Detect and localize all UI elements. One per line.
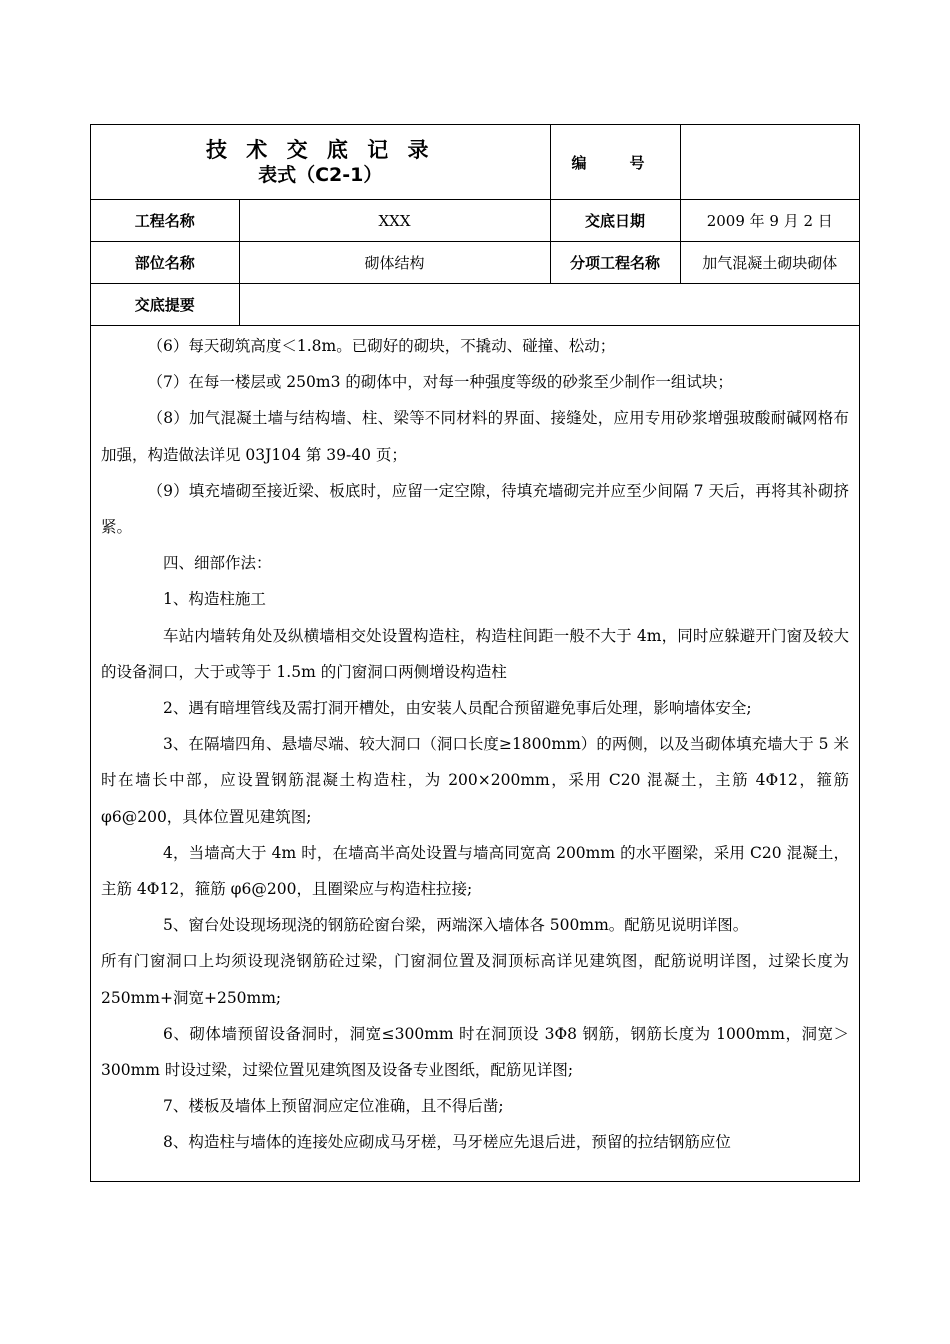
subitem-name-value: 加气混凝土砌块砌体 [680, 242, 859, 284]
body-paragraph: 所有门窗洞口上均须设现浇钢筋砼过梁，门窗洞位置及洞顶标高详见建筑图，配筋说明详图，过梁长度为 250mm+洞宽+250mm; [101, 952, 849, 1007]
body-paragraph: 4，当墙高大于 4m 时，在墙高半高处设置与墙高同宽高 200mm 的水平圈梁，采用 C20 混凝土，主筋 4Φ12，箍筋 φ6@200，且圈梁应与构造柱拉接; [101, 843, 849, 899]
body-paragraph: （9）填充墙砌至接近梁、板底时，应留一定空隙，待填充墙砌完并应至少间隔 7 天后，再将其补砌挤紧。 [101, 481, 849, 537]
body-paragraph: 车站内墙转角处及纵横墙相交处设置构造柱，构造柱间距一般不大于 4m，同时应躲避开门窗及较大的设备洞口，大于或等于 1.5m 的门窗洞口两侧增设构造柱 [101, 626, 849, 681]
body-paragraph: 8、构造柱与墙体的连接处应砌成马牙槎，马牙槎应先退后进，预留的拉结钢筋应位 [163, 1133, 731, 1152]
body-paragraph: 3、在隔墙四角、悬墙尽端、较大洞口（洞口长度≥1800mm）的两侧，以及当砌体填充墙大于 5 米时在墙长中部，应设置钢筋混凝土构造柱，为 200×200mm，采用 C20 混凝土，主筋 4Φ12，箍筋 φ6@200，具体位置见建筑图; [101, 735, 849, 826]
section-heading: 四、细部作法： [163, 554, 272, 573]
number-label: 编 号 [550, 125, 680, 200]
body-paragraph: 7、楼板及墙体上预留洞应定位准确，且不得后凿; [163, 1097, 504, 1116]
subsection-heading: 1、构造柱施工 [163, 590, 266, 609]
date-label: 交底日期 [550, 200, 680, 242]
date-value: 2009 年 9 月 2 日 [680, 200, 859, 242]
form-code: 表式（C2-1） [258, 164, 383, 186]
part-name-label: 部位名称 [91, 242, 239, 284]
subitem-name-label: 分项工程名称 [550, 242, 680, 284]
form-title: 技 术 交 底 记 录 [205, 138, 435, 162]
form-header-table [91, 125, 859, 326]
summary-label: 交底提要 [91, 284, 239, 326]
summary-value [239, 284, 859, 326]
number-value [680, 125, 859, 200]
body-paragraph: 5、窗台处设现场现浇的钢筋砼窗台梁，两端深入墙体各 500mm。配筋见说明详图。 [163, 916, 749, 935]
form-title-cell [91, 125, 550, 200]
project-name-label: 工程名称 [91, 200, 239, 242]
project-name-value: XXX [239, 200, 550, 242]
body-paragraph: 2、遇有暗埋管线及需打洞开槽处，由安装人员配合预留避免事后处理，影响墙体安全; [163, 699, 752, 718]
body-paragraph: 6、砌体墙预留设备洞时，洞宽≤300mm 时在洞顶设 3Φ8 钢筋，钢筋长度为 1000mm，洞宽＞300mm 时设过梁，过梁位置见建筑图及设备专业图纸，配筋见详图; [101, 1024, 849, 1080]
body-paragraph: （8）加气混凝土墙与结构墙、柱、梁等不同材料的界面、接缝处，应用专用砂浆增强玻酸耐碱网格布加强，构造做法详见 03J104 第 39-40 页； [101, 409, 849, 464]
part-name-value: 砌体结构 [239, 242, 550, 284]
body-paragraph: （7）在每一楼层或 250m3 的砌体中，对每一种强度等级的砂浆至少制作一组试块； [147, 373, 733, 392]
body-paragraph: （6）每天砌筑高度＜1.8m。已砌好的砌块，不撬动、碰撞、松动； [147, 337, 616, 355]
disclosure-body [91, 326, 859, 1161]
technical-disclosure-form [90, 124, 860, 1182]
